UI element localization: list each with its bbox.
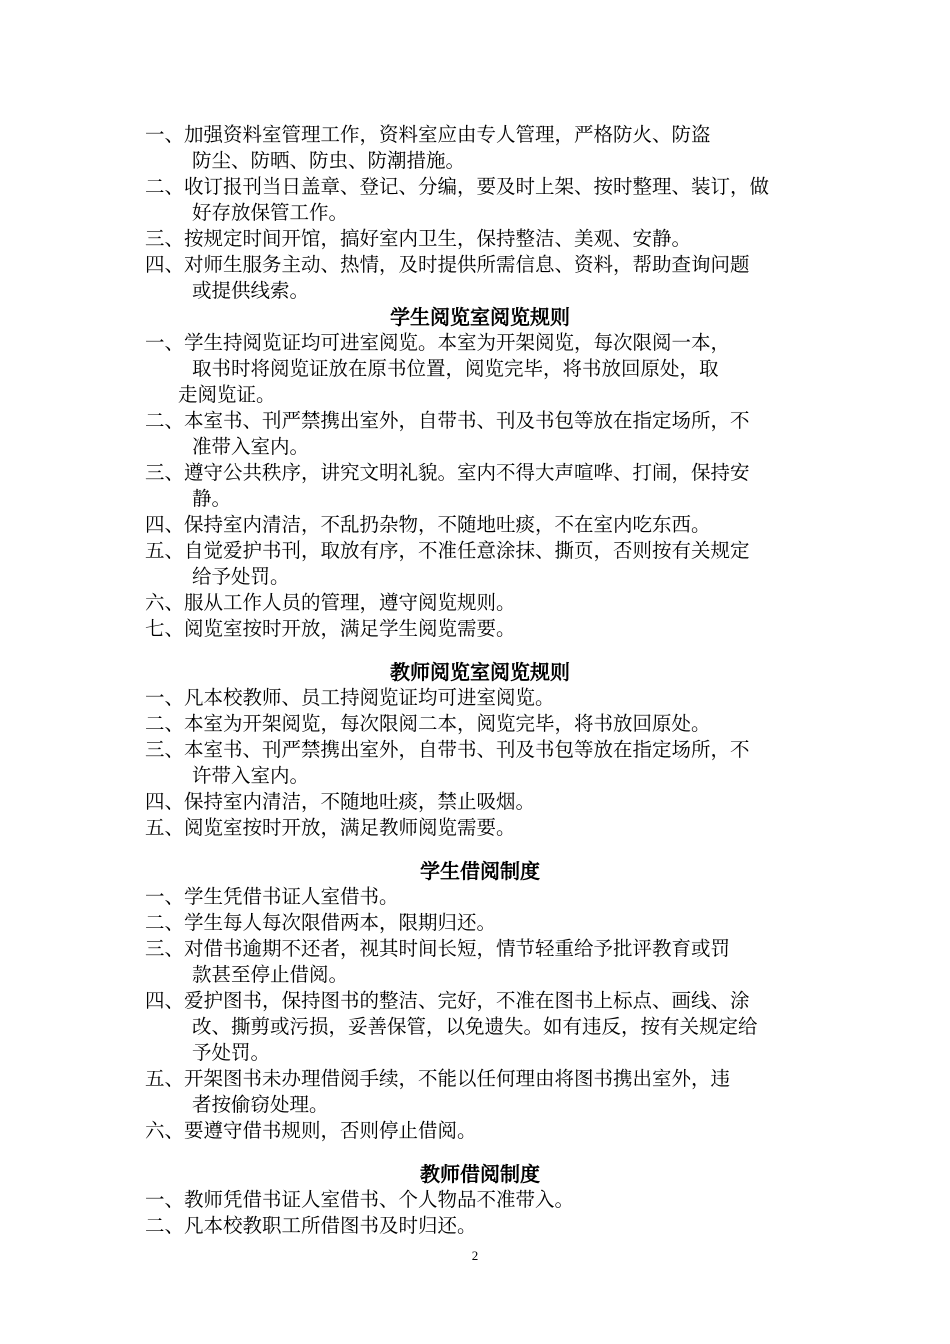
rule-line: 二、学生每人每次限借两本，限期归还。 <box>145 911 497 934</box>
rule-line: 一、学生持阅览证均可进室阅览。本室为开架阅览，每次限阅一本， <box>145 331 731 354</box>
rule-line: 四、爱护图书，保持图书的整洁、完好，不准在图书上标点、画线、涂 <box>145 989 750 1012</box>
section-title-teacher-borrowing: 教师借阅制度 <box>420 1162 540 1186</box>
rule-line: 款甚至停止借阅。 <box>192 963 349 986</box>
rule-line: 一、学生凭借书证人室借书。 <box>145 885 399 908</box>
section-spacer <box>145 642 815 659</box>
rule-line: 四、对师生服务主动、热情，及时提供所需信息、资料，帮助查询问题 <box>145 253 750 276</box>
rule-line: 五、自觉爱护书刊，取放有序，不准任意涂抹、撕页，否则按有关规定 <box>145 539 750 562</box>
rule-line: 四、保持室内清洁，不随地吐痰，禁止吸烟。 <box>145 790 536 813</box>
rule-line: 或提供线索。 <box>192 279 310 302</box>
rule-line: 给予处罚。 <box>192 565 290 588</box>
rule-line: 许带入室内。 <box>192 764 310 787</box>
section-spacer <box>145 1144 815 1161</box>
rule-line: 六、服从工作人员的管理，遵守阅览规则。 <box>145 591 516 614</box>
rule-line: 三、按规定时间开馆，搞好室内卫生，保持整洁、美观、安静。 <box>145 227 692 250</box>
rule-line: 六、要遵守借书规则，否则停止借阅。 <box>145 1119 477 1142</box>
rule-line: 四、保持室内清洁，不乱扔杂物，不随地吐痰，不在室内吃东西。 <box>145 513 711 536</box>
rule-line: 五、开架图书未办理借阅手续，不能以任何理由将图书携出室外，违 <box>145 1067 731 1090</box>
section-spacer <box>145 841 815 858</box>
rule-line: 好存放保管工作。 <box>192 201 349 224</box>
rule-line: 予处罚。 <box>192 1041 271 1064</box>
rule-line: 一、凡本校教师、员工持阅览证均可进室阅览。 <box>145 686 555 709</box>
rule-line: 一、加强资料室管理工作，资料室应由专人管理，严格防火、防盗 <box>145 123 711 146</box>
rule-line: 二、收订报刊当日盖章、登记、分编，要及时上架、按时整理、装订，做 <box>145 175 770 198</box>
rule-line: 七、阅览室按时开放，满足学生阅览需要。 <box>145 617 516 640</box>
rule-line: 改、撕剪或污损，妥善保管，以免遗失。如有违反，按有关规定给 <box>192 1015 758 1038</box>
rule-line: 二、本室书、刊严禁携出室外，自带书、刊及书包等放在指定场所，不 <box>145 409 750 432</box>
rule-line: 一、教师凭借书证人室借书、个人物品不准带入。 <box>145 1188 575 1211</box>
document-body <box>145 122 815 1239</box>
section-title-student-reading: 学生阅览室阅览规则 <box>390 305 570 329</box>
rule-line: 准带入室内。 <box>192 435 310 458</box>
rule-line: 二、凡本校教职工所借图书及时归还。 <box>145 1214 477 1237</box>
rule-line: 取书时将阅览证放在原书位置，阅览完毕，将书放回原处，取 <box>192 357 719 380</box>
rule-line: 三、对借书逾期不还者，视其时间长短，情节轻重给予批评教育或罚 <box>145 937 731 960</box>
section-title-teacher-reading: 教师阅览室阅览规则 <box>390 660 570 684</box>
rule-line: 走阅览证。 <box>178 383 276 406</box>
page-number: 2 <box>471 1248 479 1263</box>
rule-line: 三、遵守公共秩序，讲究文明礼貌。室内不得大声喧哗、打闹，保持安 <box>145 461 750 484</box>
rule-line: 者按偷窃处理。 <box>192 1093 329 1116</box>
rule-line: 三、本室书、刊严禁携出室外，自带书、刊及书包等放在指定场所，不 <box>145 738 750 761</box>
rule-line: 五、阅览室按时开放，满足教师阅览需要。 <box>145 816 516 839</box>
section-title-student-borrowing: 学生借阅制度 <box>420 859 540 883</box>
rule-line: 静。 <box>192 487 232 510</box>
rule-line: 二、本室为开架阅览，每次限阅二本，阅览完毕，将书放回原处。 <box>145 712 711 735</box>
rule-line: 防尘、防晒、防虫、防潮措施。 <box>192 149 466 172</box>
